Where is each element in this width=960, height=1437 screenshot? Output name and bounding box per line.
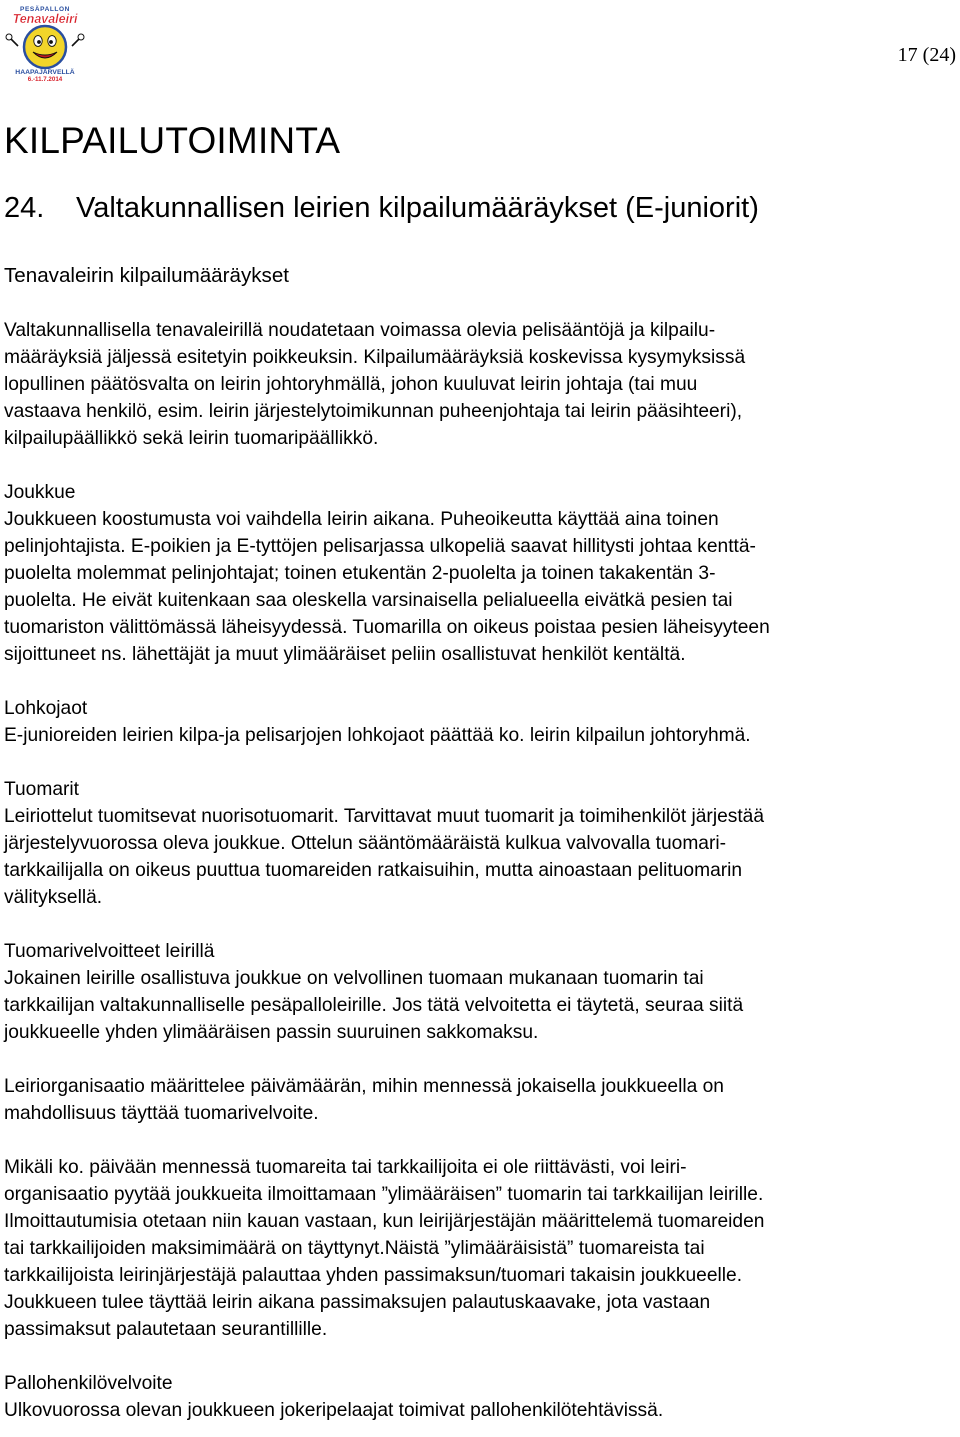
logo-top-text: PESÄPALLON [20, 6, 70, 13]
lohkojaot-paragraph: E-junioreiden leirien kilpa-ja pelisarjojen lohkojaot päättää ko. leirin kilpailun johtoryhmä. [4, 725, 751, 746]
joukkue-heading: Joukkue [4, 482, 76, 503]
section-number: 24. [4, 192, 45, 224]
logo-location-text: HAAPAJÄRVELLÄ [15, 69, 75, 76]
tenavaleiri-logo [4, 2, 86, 82]
tuomarivelvoitteet-paragraph-3: Mikäli ko. päivään mennessä tuomareita tai tarkkailijoita ei ole riittävästi, voi leiri- organisaatio pyytää joukkueita ilmoittamaan ”ylimääräisen” tuomarin tai tarkkailijan leirille. Ilmoittautumisia otetaan niin kauan vastaan, kun leirijärjestäjän määrittelemä tuomareiden tai tarkkailijoiden maksimimäärä on täyttynyt.Näistä ”ylimääräisistä” tuomareista tai tarkkailijoista leirinjärjestäjä palauttaa yhden passimaksun/tuomari takaisin joukkueelle. Joukkueen tulee täyttää leirin aikana passimaksujen palautuskaavake, jota vastaan passimaksut palautetaan seurantillille. [4, 1157, 765, 1340]
main-title: KILPAILUTOIMINTA [4, 120, 341, 161]
tuomarit-paragraph: Leiriottelut tuomitsevat nuorisotuomarit. Tarvittavat muut tuomarit ja toimihenkilöt järjestää järjestelyvuorossa oleva joukkue. Ottelun sääntömääräistä kulkua valvovalla tuomari- tarkkailijalla on oikeus puuttua tuomareiden ratkaisuihin, mutta ainoastaan pelituomarin välityksellä. [4, 806, 765, 908]
subtitle: Tenavaleirin kilpailumääräykset [4, 264, 290, 287]
page-number: 17 (24) [897, 44, 956, 66]
intro-paragraph: Valtakunnallisella tenavaleirillä noudatetaan voimassa olevia pelisääntöjä ja kilpailu- määräyksiä jäljessä esitetyin poikkeuksin. Kilpailumääräyksiä koskevissa kysymyksissä lopullinen päätösvalta on leirin johtoryhmällä, johon kuuluvat leirin johtaja (tai muu vastaava henkilö, esim. leirin järjestelytoimikunnan puheenjohtaja tai leirin pääsihteeri), kilpailupäällikkö sekä leirin tuomaripäällikkö. [4, 320, 746, 449]
tuomarit-heading: Tuomarit [4, 779, 79, 800]
tuomarivelvoitteet-paragraph-2: Leiriorganisaatio määrittelee päivämäärän, mihin mennessä jokaisella joukkueella on mahdollisuus täyttää tuomarivelvoite. [4, 1076, 724, 1124]
smiling-ball-mascot-icon [6, 26, 84, 68]
joukkue-paragraph: Joukkueen koostumusta voi vaihdella leirin aikana. Puheoikeutta käyttää aina toinen pelinjohtajista. E-poikien ja E-tyttöjen pelisarjassa ulkopeliä saavat hillitysti johtaa kenttä- puolelta molemmat pelinjohtajat; toinen etukentän 2-puolelta ja toinen takakentän 3- puolelta. He eivät kuitenkaan saa oleskella varsinaisella pelialueella eivätkä pesien tai tuomariston välittömässä läheisyydessä. Tuomarilla on oikeus poistaa pesien läheisyyteen sijoittuneet ns. lähettäjät ja muut ylimääräiset peliin osallistuvat henkilöt kentältä. [4, 509, 770, 665]
section-title-text: Valtakunnallisen leirien kilpailumääräykset (E-juniorit) [76, 192, 759, 224]
pallohenkilo-paragraph: Ulkovuorossa olevan joukkueen jokeripelaajat toimivat pallohenkilötehtävissä. [4, 1400, 664, 1421]
lohkojaot-heading: Lohkojaot [4, 698, 88, 719]
section-title [4, 188, 759, 228]
tuomarivelvoitteet-paragraph: Jokainen leirille osallistuva joukkue on velvollinen tuomaan mukanaan tuomarin tai tarkkailijan valtakunnalliselle pesäpalloleirille. Jos tätä velvoitetta ei täytetä, seuraa siitä joukkueelle yhden ylimääräisen passin suuruinen sakkomaksu. [4, 968, 744, 1043]
pallohenkilo-heading: Pallohenkilövelvoite [4, 1373, 173, 1394]
logo-brand-text: Tenavaleiri [12, 12, 78, 26]
logo-date-text: 6.-11.7.2014 [27, 76, 63, 82]
tuomarivelvoitteet-heading: Tuomarivelvoitteet leirillä [4, 941, 215, 962]
document-body [4, 262, 956, 1424]
